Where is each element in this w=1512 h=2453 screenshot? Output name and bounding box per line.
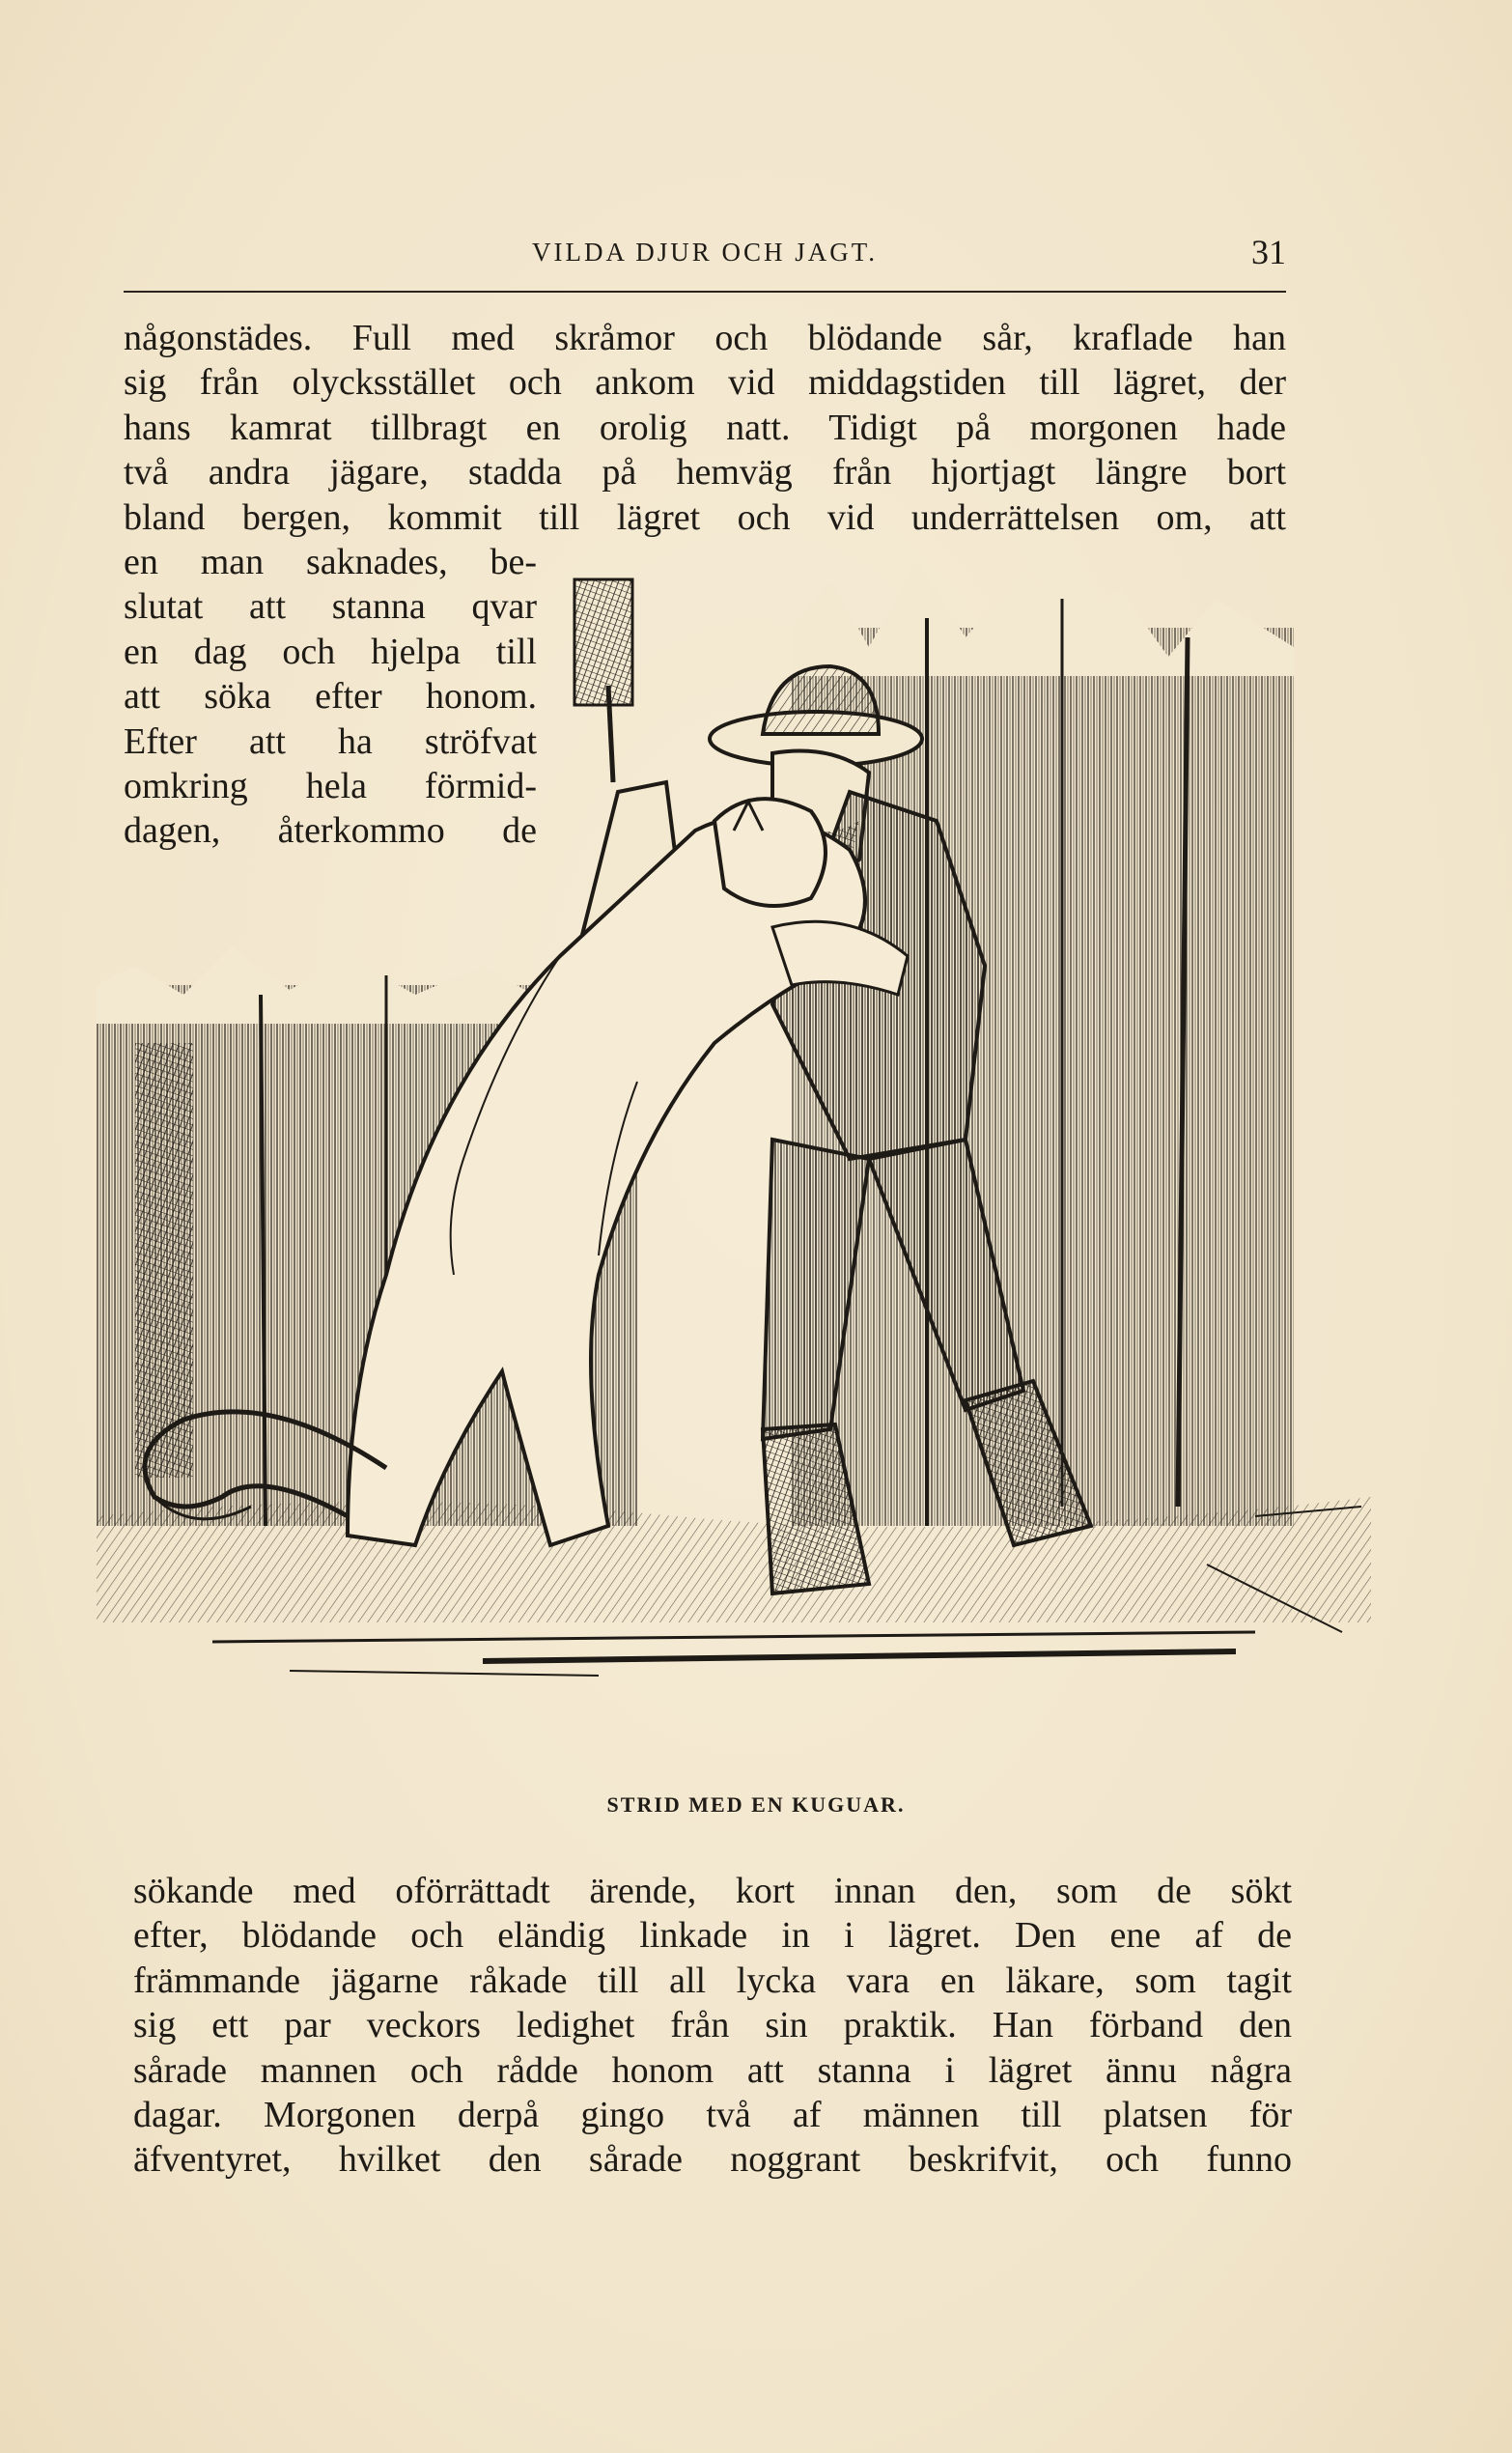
page-header [124, 233, 1286, 276]
text-line: sökande med oförrättadt ärende, kort innan den, som de sökt [133, 1871, 1292, 1911]
bottom-paragraph [133, 1869, 1292, 2183]
running-title: VILDA DJUR OCH JAGT. [531, 238, 878, 267]
text-line: en man saknades, be- [124, 542, 537, 582]
text-line: dagen, återkommo de [124, 810, 537, 852]
text-line: att söka efter honom. [124, 676, 537, 718]
text-line: sig från olycksstället och ankom vid middagstiden till lägret, der [124, 362, 1286, 404]
ground [97, 1497, 1371, 1676]
text-line: slutat att stanna qvar [124, 586, 537, 628]
illustration-caption: STRID MED EN KUGUAR. [606, 1792, 906, 1817]
text-line: äfventyret, hvilket den sårade noggrant beskrifvit, och funno [133, 2139, 1292, 2181]
text-line: dagar. Morgonen derpå gingo två af männen till platsen för [133, 2095, 1292, 2136]
top-paragraph [124, 316, 1286, 540]
text-line: sårade mannen och rådde honom att stanna i lägret ännu några [133, 2049, 1292, 2091]
text-line: Efter att ha ströfvat [124, 720, 537, 762]
text-line: omkring hela förmid- [124, 766, 537, 807]
header-rule [124, 291, 1286, 293]
page-number: 31 [1251, 233, 1286, 271]
text-line: efter, blödande och eländig linkade in i lägret. Den ene af de [133, 1915, 1292, 1957]
text-line: bland bergen, kommit till lägret och vid underrättelsen om, att [124, 496, 1286, 538]
text-line: någonstädes. Full med skråmor och blödande sår, kraflade han [124, 318, 1286, 358]
text-line: en dag och hjelpa till [124, 631, 537, 672]
text-line: hans kamrat tillbragt en orolig natt. Tidigt på morgonen hade [124, 407, 1286, 448]
text-line: två andra jägare, stadda på hemväg från hjortjagt längre bort [124, 452, 1286, 493]
text-line: sig ett par veckors ledighet från sin praktik. Han förband den [133, 2005, 1292, 2046]
text-line: främmande jägarne råkade till all lycka vara en läkare, som tagit [133, 1960, 1292, 2001]
engraving-illustration [97, 541, 1371, 1796]
